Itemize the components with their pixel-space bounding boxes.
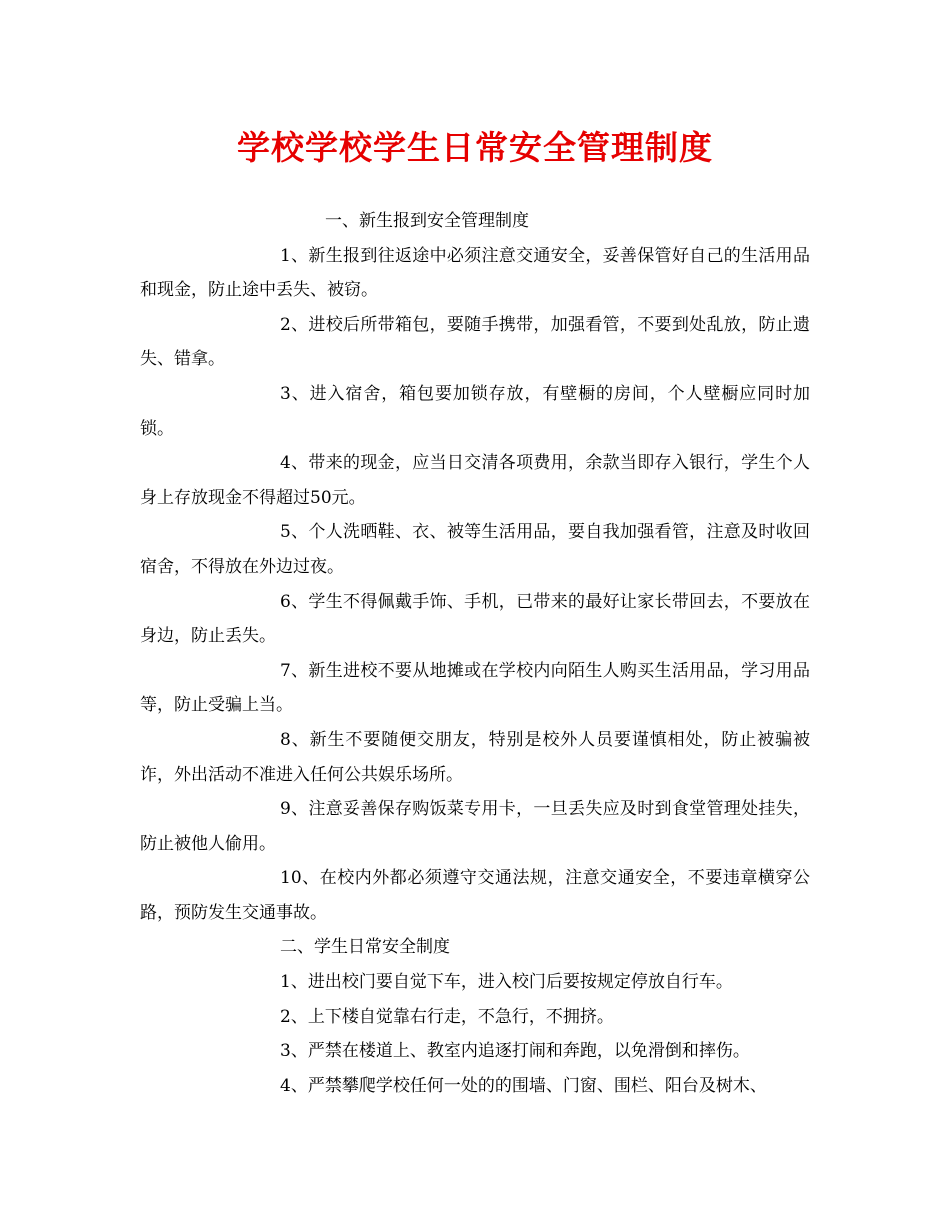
section-heading-1: 一、新生报到安全管理制度	[325, 211, 529, 231]
list-item: 2、上下楼自觉靠右行走，不急行，不拥挤。	[280, 1006, 614, 1027]
paragraph: 1、新生报到往返途中必须注意交通安全，妥善保管好自己的生活用品和现金，防止途中丢失、被窃。	[140, 245, 810, 301]
section-heading-2: 二、学生日常安全制度	[280, 937, 450, 958]
list-item: 3、严禁在楼道上、教室内追逐打闹和奔跑，以免滑倒和摔伤。	[280, 1041, 750, 1062]
paragraph: 3、进入宿舍，箱包要加锁存放，有壁橱的房间，个人壁橱应同时加锁。	[140, 383, 810, 439]
paragraph: 5、个人洗晒鞋、衣、被等生活用品，要自我加强看管，注意及时收回宿舍，不得放在外边过夜。	[140, 522, 810, 577]
document-title: 学校学校学生日常安全管理制度	[237, 128, 713, 167]
document-body	[140, 204, 810, 1103]
paragraph: 7、新生进校不要从地摊或在学校内向陌生人购买生活用品，学习用品等，防止受骗上当。	[140, 660, 810, 716]
paragraph: 8、新生不要随便交朋友，特别是校外人员要谨慎相处，防止被骗被诈，外出活动不准进入任何公共娱乐场所。	[140, 729, 810, 785]
paragraph: 6、学生不得佩戴手饰、手机，已带来的最好让家长带回去，不要放在身边，防止丢失。	[140, 591, 810, 647]
list-item: 4、严禁攀爬学校任何一处的的围墙、门窗、围栏、阳台及树木、	[280, 1075, 767, 1096]
paragraph: 10、在校内外都必须遵守交通法规，注意交通安全，不要违章横穿公路，预防发生交通事故。	[140, 868, 810, 923]
list-item: 1、进出校门要自觉下车，进入校门后要按规定停放自行车。	[280, 972, 733, 993]
paragraph: 4、带来的现金，应当日交清各项费用，余款当即存入银行，学生个人身上存放现金不得超过50元。	[140, 453, 810, 508]
paragraph: 2、进校后所带箱包，要随手携带，加强看管，不要到处乱放，防止遗失、错拿。	[140, 314, 810, 370]
paragraph: 9、注意妥善保存购饭菜专用卡，一旦丢失应及时到食堂管理处挂失，防止被他人偷用。	[140, 799, 810, 854]
